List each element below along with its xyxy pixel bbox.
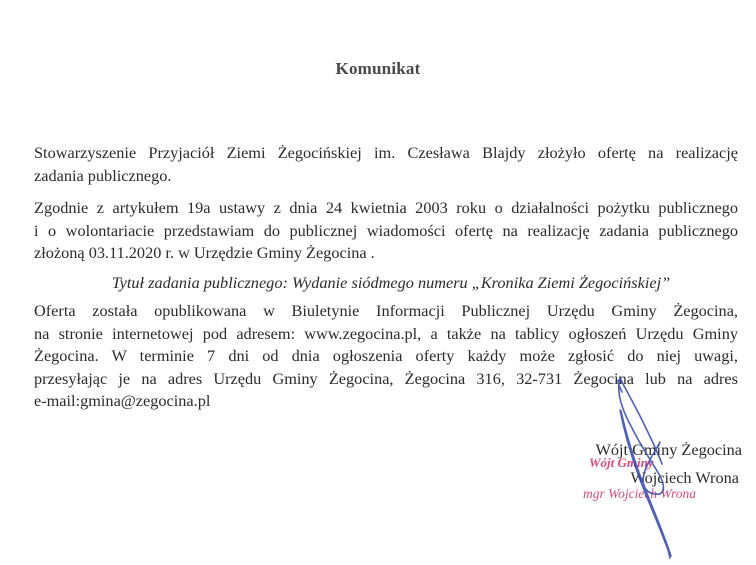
signatory-title: Wójt Gminy Żegocina [595, 440, 742, 459]
paragraph-submission [34, 142, 738, 187]
paragraph-line: Stowarzyszenie Przyjaciół Ziemi Żegocińskiej im. Czesława Blajdy złożyło ofertę na realizację [34, 143, 738, 162]
paragraph-line: zadania publicznego. [34, 165, 172, 185]
stamp-name: mgr Wojciech Wrona [583, 486, 696, 501]
document-title: Komunikat [335, 59, 421, 78]
paragraph-line: złożoną 03.11.2020 r. w Urzędzie Gminy Żegocina . [34, 243, 375, 262]
paragraph-line: na stronie internetowej pod adresem: www.zegocina.pl, a także na tablicy ogłoszeń Urzędu Gminy [34, 323, 738, 343]
stamp-title: Wójt Gminy [589, 455, 654, 470]
paragraph-line: przesyłając je na adres Urzędu Gminy Żegocina, Żegocina 316, 32-731 Żegocina lub na adres [34, 368, 738, 388]
paragraph-publication [34, 300, 738, 413]
paragraph-legal-basis [34, 197, 738, 265]
signatory-name: Wojciech Wrona [630, 468, 739, 487]
paragraph-line: Zgodnie z artykułem 19a ustawy z dnia 24 kwietnia 2003 roku o działalności pożytku publicznego [34, 198, 738, 217]
paragraph-line: Oferta została opublikowana w Biuletynie Informacji Publicznej Urzędu Gminy Żegocina, [34, 301, 738, 320]
paragraph-line: Żegocina. W terminie 7 dni od dnia ogłoszenia oferty każdy może zgłosić do niej uwagi, [34, 346, 738, 365]
task-title: Tytuł zadania publicznego: Wydanie siódmego numeru „Kronika Ziemi Żegocińskiej” [111, 273, 671, 292]
paragraph-line: e-mail:gmina@zegocina.pl [34, 391, 211, 410]
paragraph-line: i o wolontariacie przedstawiam do publicznej wiadomości ofertę na realizację zadania publicznego [34, 220, 738, 240]
